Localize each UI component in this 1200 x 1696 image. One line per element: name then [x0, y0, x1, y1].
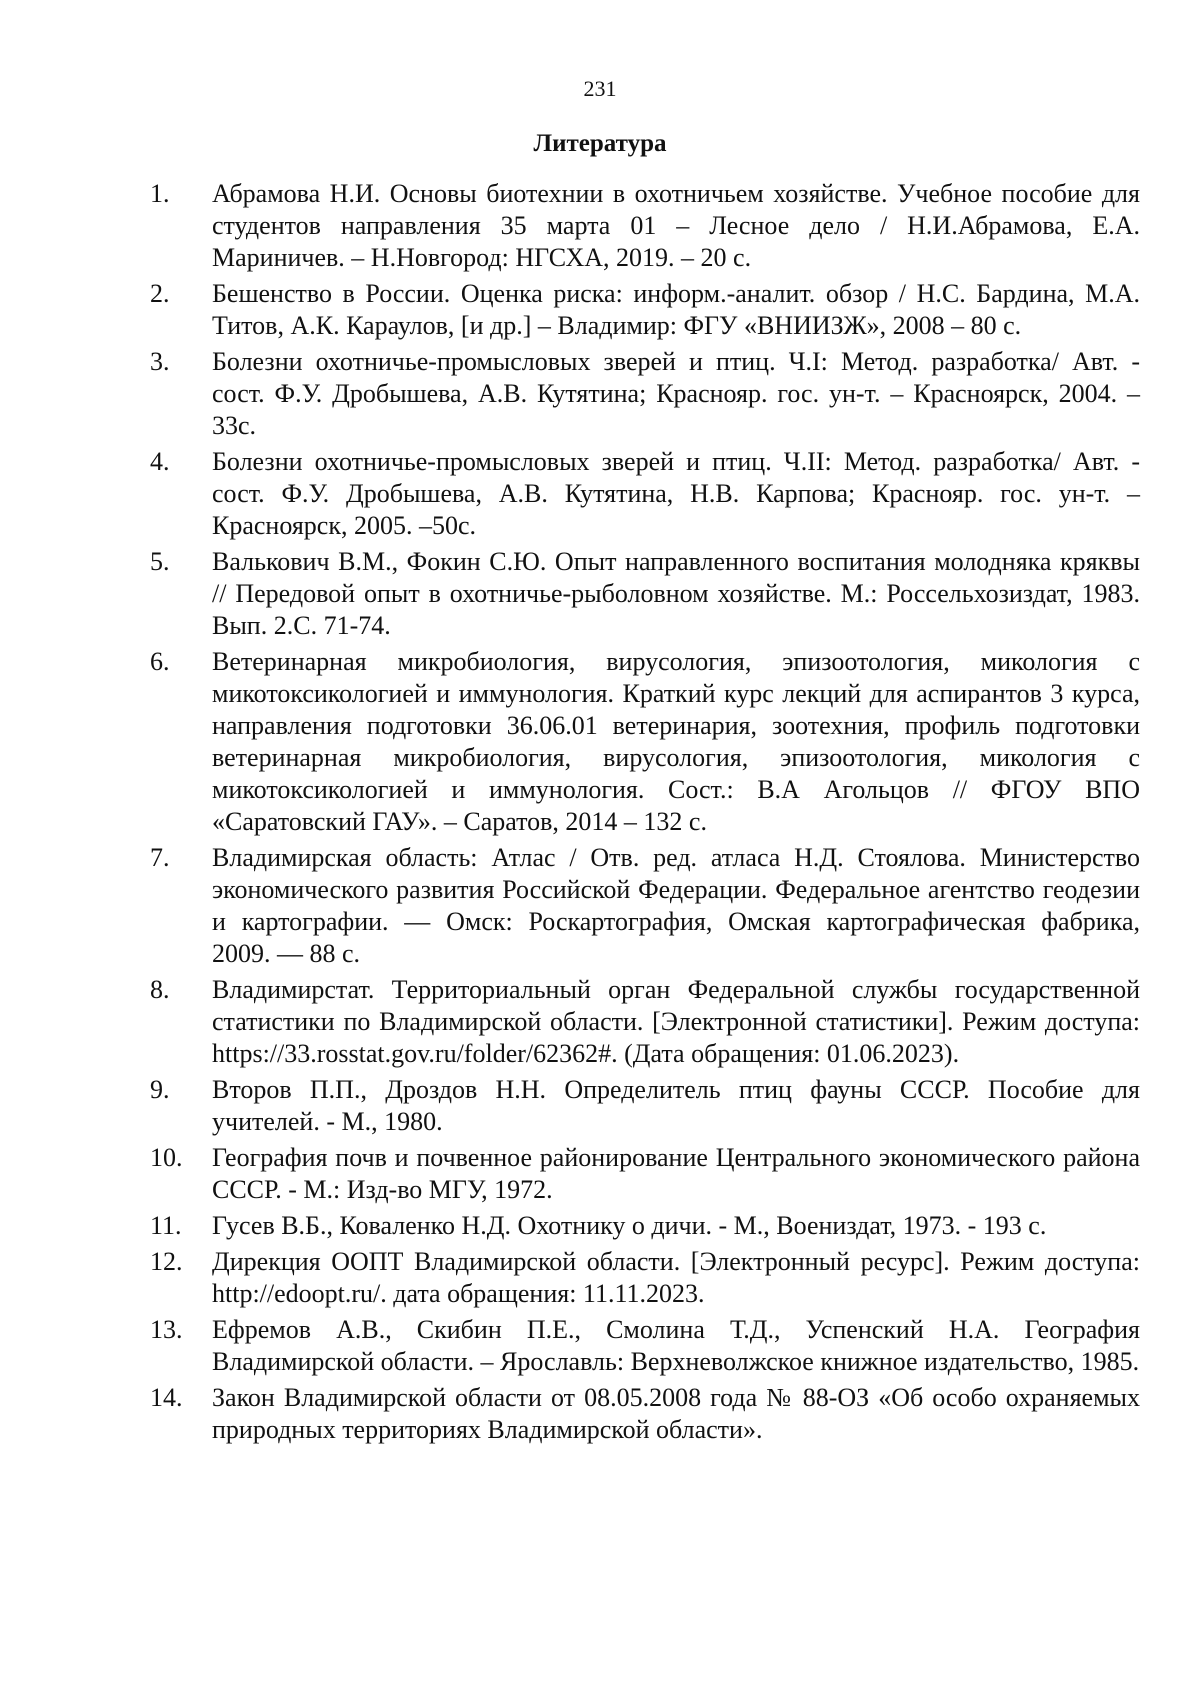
reference-text: Дирекция ООПТ Владимирской области. [Электронный ресурс]. Режим доступа: http://edoopt.ru/. дата обращения: 11.11.2023. — [212, 1247, 1140, 1308]
reference-text: Болезни охотничье-промысловых зверей и птиц. Ч.II: Метод. разработка/ Авт. - сост. Ф.У. Дробышева, А.В. Кутятина, Н.В. Карпова; Краснояр. гос. ун-т. – Красноярск, 2005. –50с. — [212, 447, 1140, 540]
reference-item-4 — [150, 446, 1140, 542]
reference-item-3 — [150, 346, 1140, 442]
reference-number: 5. — [150, 547, 170, 576]
reference-number: 14. — [150, 1383, 183, 1412]
reference-number: 11. — [150, 1211, 182, 1240]
reference-number: 12. — [150, 1247, 183, 1276]
reference-item-10 — [150, 1142, 1140, 1206]
page-title: Литература — [533, 130, 667, 157]
reference-number: 1. — [150, 179, 170, 208]
reference-text: Второв П.П., Дроздов Н.Н. Определитель птиц фауны СССР. Пособие для учителей. - М., 1980. — [212, 1075, 1140, 1136]
reference-item-9 — [150, 1074, 1140, 1138]
reference-number: 10. — [150, 1143, 183, 1172]
reference-text: Ефремов А.В., Скибин П.Е., Смолина Т.Д., Успенский Н.А. География Владимирской области. – Ярославль: Верхневолжское книжное издательство, 1985. — [212, 1315, 1140, 1376]
reference-text: Бешенство в России. Оценка риска: информ.-аналит. обзор / Н.С. Бардина, М.А. Титов, А.К. Караулов, [и др.] – Владимир: ФГУ «ВНИИЗЖ», 2008 – 80 с. — [212, 279, 1140, 340]
reference-number: 7. — [150, 843, 170, 872]
reference-number: 4. — [150, 447, 170, 476]
reference-number: 13. — [150, 1315, 183, 1344]
page-number: 231 — [583, 76, 617, 101]
reference-item-6 — [150, 646, 1140, 838]
reference-item-1 — [150, 178, 1140, 274]
reference-number: 9. — [150, 1075, 170, 1104]
reference-number: 8. — [150, 975, 170, 1004]
reference-item-5 — [150, 546, 1140, 642]
reference-text: Абрамова Н.И. Основы биотехнии в охотничьем хозяйстве. Учебное пособие для студентов направления 35 марта 01 – Лесное дело / Н.И.Абрамова, Е.А. Мариничев. – Н.Новгород: НГСХА, 2019. – 20 с. — [212, 179, 1140, 272]
reference-item-7 — [150, 842, 1140, 970]
reference-item-2 — [150, 278, 1140, 342]
reference-text: Владимирстат. Территориальный орган Федеральной службы государственной статистики по Владимирской области. [Электронной статистики]. Режим доступа: https://33.rosstat.gov.ru/folder/62362#. (Дата обращения: 01.06.2023). — [212, 975, 1140, 1068]
reference-item-8 — [150, 974, 1140, 1070]
reference-list — [150, 178, 1140, 1450]
reference-text: Ветеринарная микробиология, вирусология, эпизоотология, микология с микотоксикологией и иммунология. Краткий курс лекций для аспирантов 3 курса, направления подготовки 36.06.01 ветеринария, зоотехния, профиль подготовки ветеринарная микробиология, вирусология, эпизоотология, микология с микотоксикологией и иммунология. Сост.: В.А Агольцов // ФГОУ ВПО «Саратовский ГАУ». – Саратов, 2014 – 132 с. — [212, 647, 1140, 836]
reference-text: География почв и почвенное районирование Центрального экономического района СССР. - М.: Изд-во МГУ, 1972. — [212, 1143, 1140, 1204]
reference-number: 6. — [150, 647, 170, 676]
reference-item-12 — [150, 1246, 1140, 1310]
reference-text: Валькович В.М., Фокин С.Ю. Опыт направленного воспитания молодняка кряквы // Передовой опыт в охотничье-рыболовном хозяйстве. М.: Россельхозиздат, 1983. Вып. 2.С. 71-74. — [212, 547, 1140, 640]
reference-item-13 — [150, 1314, 1140, 1378]
reference-item-14 — [150, 1382, 1140, 1446]
reference-text: Владимирская область: Атлас / Отв. ред. атласа Н.Д. Стоялова. Министерство экономического развития Российской Федерации. Федеральное агентство геодезии и картографии. — Омск: Роскартография, Омская картографическая фабрика, 2009. — 88 с. — [212, 843, 1140, 968]
reference-text: Болезни охотничье-промысловых зверей и птиц. Ч.I: Метод. разработка/ Авт. - сост. Ф.У. Дробышева, А.В. Кутятина; Краснояр. гос. ун-т. – Красноярск, 2004. –33с. — [212, 347, 1140, 440]
reference-item-11 — [150, 1210, 1140, 1242]
reference-text: Гусев В.Б., Коваленко Н.Д. Охотнику о дичи. - М., Воениздат, 1973. - 193 с. — [212, 1211, 1047, 1240]
reference-number: 3. — [150, 347, 170, 376]
reference-text: Закон Владимирской области от 08.05.2008 года № 88-ОЗ «Об особо охраняемых природных территориях Владимирской области». — [212, 1383, 1140, 1444]
reference-number: 2. — [150, 279, 170, 308]
